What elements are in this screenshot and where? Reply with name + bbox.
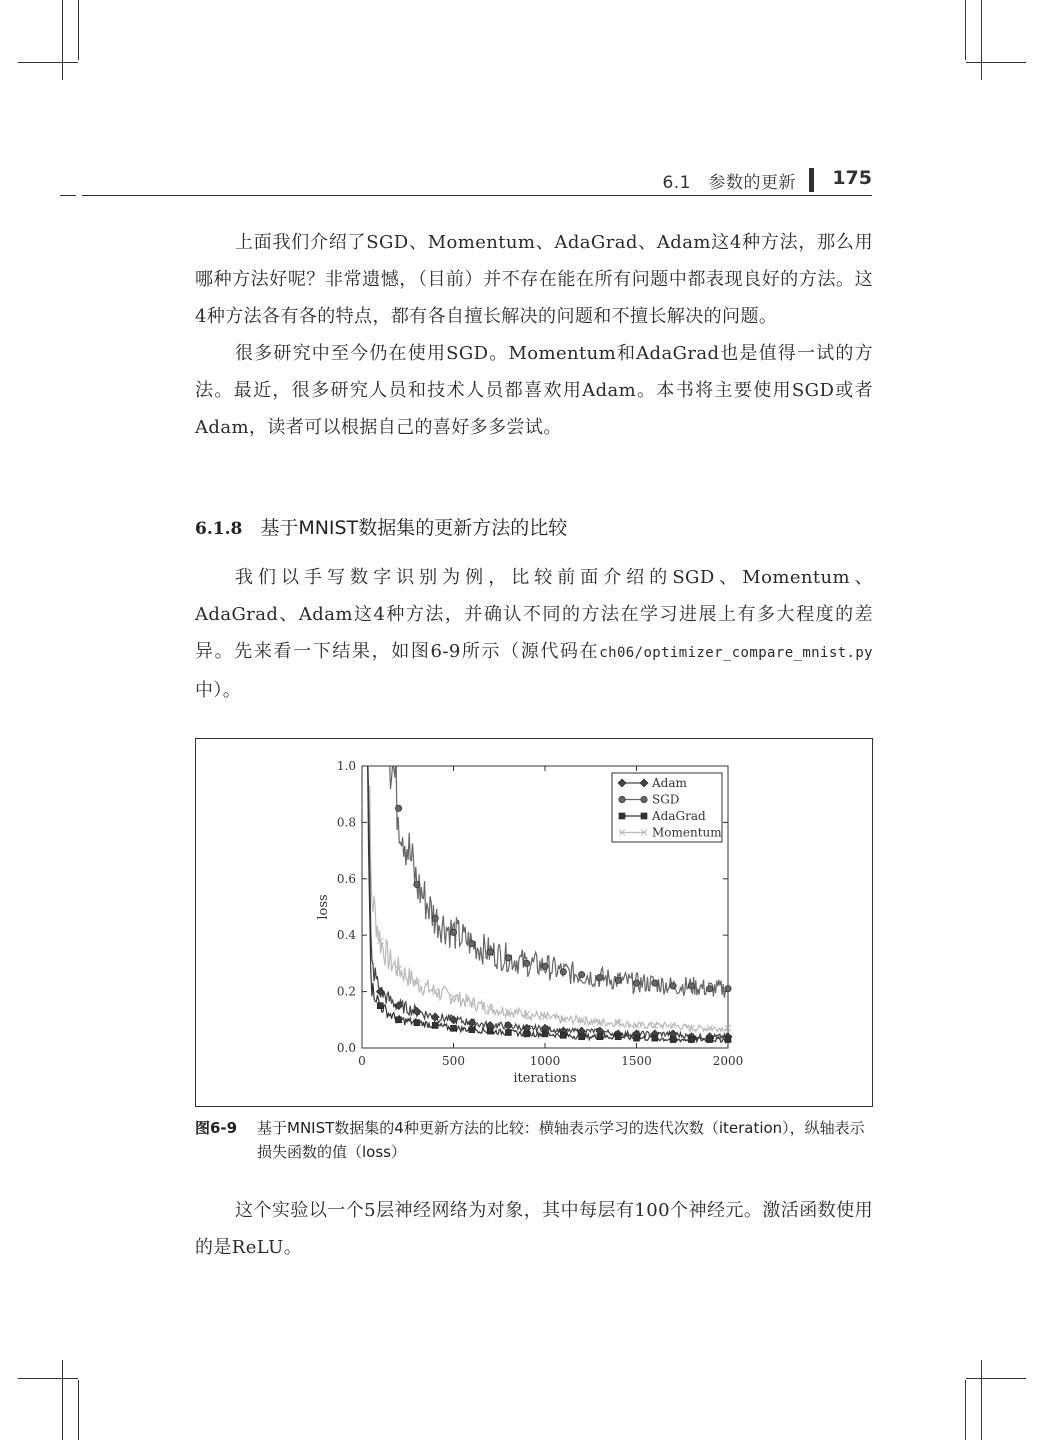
series-marker-adagrad bbox=[469, 1027, 475, 1033]
section-number: 6.1.8 bbox=[195, 519, 243, 539]
crop-mark bbox=[981, 1360, 982, 1440]
figure-label: 图6-9 bbox=[195, 1119, 238, 1137]
series-marker-adagrad bbox=[579, 1034, 585, 1040]
x-axis-label: iterations bbox=[513, 1071, 577, 1086]
series-marker-sgd bbox=[633, 980, 639, 986]
paragraph: 上面我们介绍了SGD、Momentum、AdaGrad、Adam这4种方法，那么用哪种方法好呢？非常遗憾，（目前）并不存在能在所有问题中都表现良好的方法。这4种方法各有各的特点，都有各自擅长解决的问题和不擅长解决的问题。 bbox=[195, 232, 873, 327]
series-marker-sgd bbox=[597, 974, 603, 980]
x-tick-label: 0 bbox=[358, 1054, 366, 1068]
series-marker-sgd bbox=[560, 969, 566, 975]
y-tick-label: 0.0 bbox=[336, 1041, 356, 1055]
crop-mark bbox=[965, 0, 966, 60]
series-marker-adagrad bbox=[487, 1028, 493, 1034]
paragraph: 很多研究中至今仍在使用SGD。Momentum和AdaGrad也是值得一试的方法。最近，很多研究人员和技术人员都喜欢用Adam。本书将主要使用SGD或者Adam，读者可以根据自己的喜好多多尝试。 bbox=[195, 343, 873, 438]
series-marker-sgd bbox=[615, 977, 621, 983]
x-tick-label: 2000 bbox=[712, 1054, 744, 1068]
series-marker-adagrad bbox=[377, 1003, 383, 1009]
series-marker-adagrad bbox=[414, 1020, 420, 1026]
code-path: ch06/optimizer_compare_mnist.py bbox=[599, 645, 873, 661]
header-section-title: 6.1 参数的更新 bbox=[662, 173, 796, 193]
series-marker-sgd bbox=[450, 929, 456, 935]
paragraph bbox=[195, 559, 873, 709]
paragraph-text: 中）。 bbox=[195, 680, 242, 701]
series-marker-adagrad bbox=[542, 1031, 548, 1037]
series-marker-adagrad bbox=[524, 1031, 530, 1037]
loss-chart bbox=[196, 739, 872, 1106]
series-marker-sgd bbox=[414, 881, 420, 887]
y-tick-label: 1.0 bbox=[336, 759, 356, 773]
running-header bbox=[60, 168, 872, 196]
series-marker-adagrad bbox=[560, 1032, 566, 1038]
figure-caption-text: 基于MNIST数据集的4种更新方法的比较：横轴表示学习的迭代次数（iteration），纵轴表示损失函数的值（loss） bbox=[257, 1119, 865, 1161]
legend-label: AdaGrad bbox=[652, 809, 706, 823]
legend-marker bbox=[619, 796, 625, 802]
y-axis-label: loss bbox=[316, 894, 331, 920]
header-rule bbox=[60, 195, 872, 196]
y-tick-label: 0.4 bbox=[336, 928, 356, 943]
series-marker-sgd bbox=[707, 986, 713, 992]
y-tick-label: 0.8 bbox=[336, 815, 356, 830]
series-marker-adagrad bbox=[670, 1037, 676, 1043]
chart-legend bbox=[612, 773, 722, 842]
series-marker-sgd bbox=[487, 949, 493, 955]
series-marker-adagrad bbox=[725, 1037, 731, 1043]
x-tick-label: 1000 bbox=[529, 1054, 561, 1068]
section-title: 基于MNIST数据集的更新方法的比较 bbox=[260, 517, 568, 539]
crop-mark bbox=[965, 1380, 966, 1440]
y-tick-label: 0.6 bbox=[336, 871, 356, 886]
series-marker-momentum bbox=[432, 989, 438, 995]
crop-mark bbox=[78, 0, 79, 60]
body-text-top bbox=[195, 224, 873, 446]
legend-marker bbox=[619, 813, 625, 819]
series-marker-adagrad bbox=[432, 1022, 438, 1028]
crop-mark bbox=[981, 0, 982, 80]
legend-label: Momentum bbox=[652, 825, 722, 840]
series-marker-sgd bbox=[652, 980, 658, 986]
series-marker-sgd bbox=[395, 805, 401, 811]
series-marker-adagrad bbox=[707, 1037, 713, 1043]
series-marker-sgd bbox=[688, 983, 694, 989]
crop-mark bbox=[966, 1378, 1026, 1379]
page-number: 175 bbox=[832, 167, 872, 189]
series-marker-sgd bbox=[725, 986, 731, 992]
section-heading bbox=[195, 513, 567, 540]
x-tick-label: 1500 bbox=[621, 1054, 652, 1068]
series-marker-adagrad bbox=[615, 1034, 621, 1040]
series-marker-sgd bbox=[505, 955, 511, 961]
legend-marker bbox=[641, 813, 647, 819]
series-marker-adagrad bbox=[652, 1035, 658, 1041]
series-marker-adagrad bbox=[451, 1025, 457, 1031]
series-marker-adagrad bbox=[634, 1035, 640, 1041]
series-marker-sgd bbox=[524, 960, 530, 966]
figure-frame bbox=[195, 738, 873, 1107]
paragraph: 这个实验以一个5层神经网络为对象，其中每层有100个神经元。激活函数使用的是ReLU。 bbox=[195, 1200, 873, 1258]
crop-mark bbox=[18, 1378, 78, 1379]
crop-mark bbox=[78, 1380, 79, 1440]
series-marker-sgd bbox=[670, 983, 676, 989]
figure-caption bbox=[195, 1116, 875, 1164]
crop-mark bbox=[62, 1360, 63, 1440]
body-text-bottom bbox=[195, 1192, 873, 1266]
crop-mark bbox=[966, 62, 1026, 63]
header-divider-bar bbox=[809, 168, 814, 192]
series-marker-adagrad bbox=[597, 1034, 603, 1040]
y-tick-label: 0.2 bbox=[336, 984, 356, 999]
series-marker-sgd bbox=[542, 963, 548, 969]
crop-mark bbox=[18, 62, 78, 63]
legend-label: Adam bbox=[652, 776, 687, 790]
paragraph-text: 我们以手写数字识别为例，比较前面介绍的SGD、Momentum、AdaGrad、Adam这4种方法，并确认不同的方法在学习进展上有多大程度的差异。先来看一下结果，如图6-9所示（源代码在 bbox=[195, 567, 873, 662]
crop-mark bbox=[62, 0, 63, 80]
series-marker-adagrad bbox=[505, 1029, 511, 1035]
legend-label: SGD bbox=[652, 792, 680, 807]
x-tick-label: 500 bbox=[442, 1054, 465, 1068]
body-text-intro bbox=[195, 559, 873, 709]
series-marker-sgd bbox=[432, 915, 438, 921]
series-marker-adagrad bbox=[396, 1017, 402, 1023]
series-marker-sgd bbox=[469, 940, 475, 946]
series-marker-adagrad bbox=[688, 1037, 694, 1043]
legend-marker bbox=[641, 796, 647, 802]
series-marker-sgd bbox=[578, 971, 584, 977]
